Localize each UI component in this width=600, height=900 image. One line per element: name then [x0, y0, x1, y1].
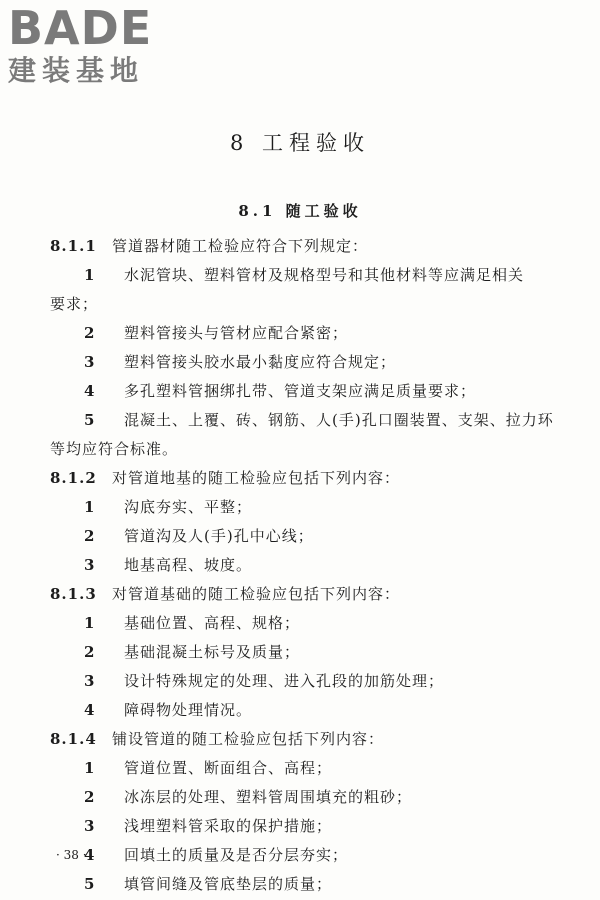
item-number: 1 — [84, 266, 96, 284]
line-text: 浅埋塑料管采取的保护措施； — [124, 817, 333, 835]
clause-number: 8.1.3 — [50, 585, 97, 603]
line-text: 塑料管接头胶水最小黏度应符合规定； — [124, 353, 397, 371]
line-text: 对管道地基的随工检验应包括下列内容： — [112, 469, 401, 487]
logo-wordmark: BADE — [8, 1, 153, 55]
clause-line — [50, 580, 570, 609]
item-number: 3 — [84, 817, 96, 835]
line-text: 等均应符合标准。 — [50, 440, 179, 458]
clause-line — [50, 725, 570, 754]
line-text: 对管道基础的随工检验应包括下列内容： — [112, 585, 401, 603]
item-number: 4 — [84, 701, 96, 719]
line-text: 管道器材随工检验应符合下列规定： — [112, 237, 369, 255]
list-item — [50, 493, 570, 522]
line-text: 基础混凝土标号及质量； — [124, 643, 301, 661]
document-body — [50, 232, 570, 899]
page-number: · 38 · — [56, 848, 87, 862]
line-text: 管道位置、断面组合、高程； — [124, 759, 333, 777]
line-text: 设计特殊规定的处理、进入孔段的加筋处理； — [124, 672, 445, 690]
list-item — [50, 783, 570, 812]
line-text: 混凝土、上覆、砖、钢筋、人(手)孔口圈装置、支架、拉力环 — [124, 411, 554, 429]
line-text: 管道沟及人(手)孔中心线； — [124, 527, 314, 545]
list-item — [50, 377, 570, 406]
list-item — [50, 319, 570, 348]
item-number: 5 — [84, 875, 96, 893]
line-text: 回填土的质量及是否分层夯实； — [124, 846, 349, 864]
continuation-line — [50, 435, 570, 464]
clause-line — [50, 232, 570, 261]
line-text: 铺设管道的随工检验应包括下列内容： — [112, 730, 385, 748]
clause-number: 8.1.2 — [50, 469, 97, 487]
logo-subtitle: 建装基地 — [8, 54, 145, 87]
item-number: 1 — [84, 759, 96, 777]
bade-logo — [8, 1, 153, 88]
list-item — [50, 406, 570, 435]
item-number: 3 — [84, 556, 96, 574]
clause-number: 8.1.4 — [50, 730, 97, 748]
list-item — [50, 754, 570, 783]
list-item — [50, 261, 570, 290]
list-item — [50, 696, 570, 725]
item-number: 1 — [84, 498, 96, 516]
list-item — [50, 870, 570, 899]
list-item — [50, 667, 570, 696]
line-text: 沟底夯实、平整； — [124, 498, 253, 516]
item-number: 2 — [84, 643, 96, 661]
item-number: 3 — [84, 353, 96, 371]
item-number: 3 — [84, 672, 96, 690]
line-text: 塑料管接头与管材应配合紧密； — [124, 324, 349, 342]
list-item — [50, 841, 570, 870]
item-number: 1 — [84, 614, 96, 632]
item-number: 2 — [84, 788, 96, 806]
continuation-line — [50, 290, 570, 319]
list-item — [50, 812, 570, 841]
list-item — [50, 348, 570, 377]
clause-number: 8.1.1 — [50, 237, 97, 255]
list-item — [50, 522, 570, 551]
line-text: 障碍物处理情况。 — [124, 701, 253, 719]
item-number: 4 — [84, 846, 96, 864]
line-text: 要求； — [50, 295, 99, 313]
chapter-title: 8 工程验收 — [229, 131, 371, 155]
list-item — [50, 609, 570, 638]
section-title: 8.1 随工验收 — [238, 202, 362, 220]
list-item — [50, 638, 570, 667]
list-item — [50, 551, 570, 580]
item-number: 5 — [84, 411, 96, 429]
line-text: 基础位置、高程、规格； — [124, 614, 301, 632]
item-number: 2 — [84, 324, 96, 342]
item-number: 4 — [84, 382, 96, 400]
line-text: 多孔塑料管捆绑扎带、管道支架应满足质量要求； — [124, 382, 477, 400]
line-text: 地基高程、坡度。 — [124, 556, 253, 574]
line-text: 填管间缝及管底垫层的质量； — [124, 875, 333, 893]
line-text: 水泥管块、塑料管材及规格型号和其他材料等应满足相关 — [124, 266, 525, 284]
line-text: 冰冻层的处理、塑料管周围填充的粗砂； — [124, 788, 413, 806]
item-number: 2 — [84, 527, 96, 545]
clause-line — [50, 464, 570, 493]
